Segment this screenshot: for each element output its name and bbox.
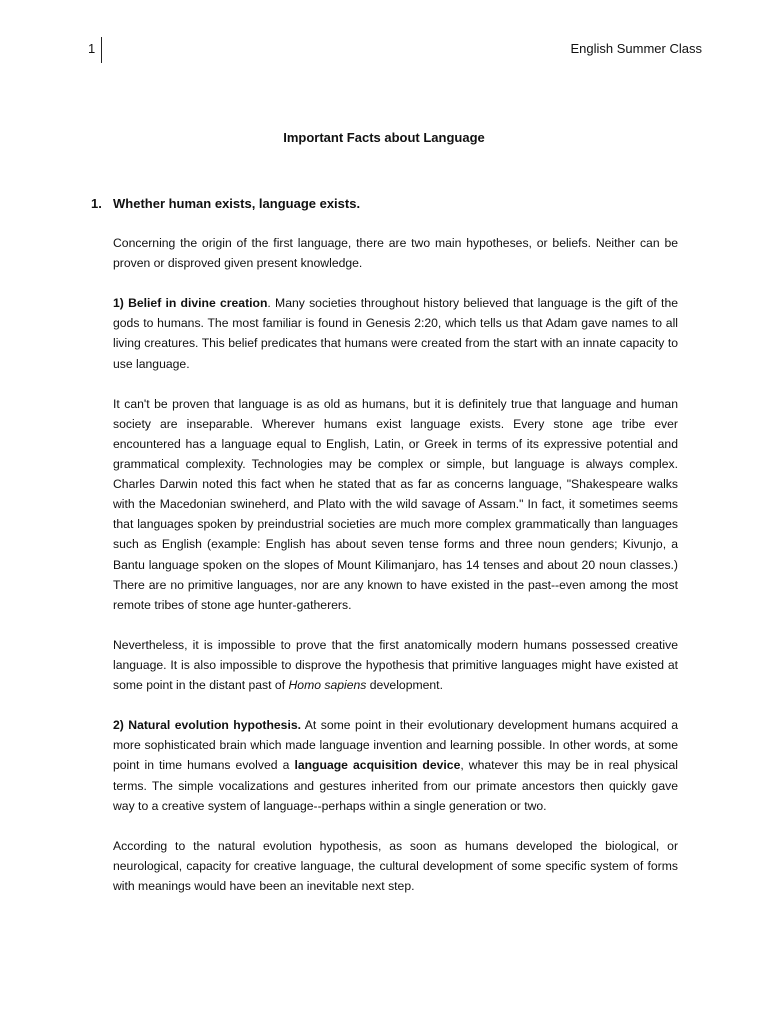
header-course-title: English Summer Class [570,41,702,56]
homo-sapiens-italic: Homo sapiens [288,678,367,693]
paragraph-nevertheless [113,635,678,695]
paragraph-natural-evolution [113,715,678,815]
section-heading-text: Whether human exists, language exists. [113,196,361,211]
paragraph-divine-creation [113,293,678,373]
natural-evolution-label: 2) Natural evolution hypothesis. [113,718,302,733]
section-number: 1. [91,196,102,211]
divine-creation-label: 1) Belief in divine creation [113,296,268,311]
page-number: 1 [88,41,96,56]
header-divider [101,37,102,63]
paragraph-according: According to the natural evolution hypothesis, as soon as humans developed the biological, or neurological, capacity for creative language, the cultural development of some specific system of forms with meanings would have been an inevitable next step. [113,838,678,893]
paragraph-intro: Concerning the origin of the first language, there are two main hypotheses, or beliefs. Neither can be proven or disproved given present knowledge. [113,236,678,271]
paragraph-inseparable: It can't be proven that language is as old as humans, but it is definitely true that language and human society are inseparable. Wherever humans exist language exists. Every stone age tribe ever encountered has a language equal to English, Latin, or Greek in terms of its expressive potential and grammatical complexity. Technologies may be complex or simple, but language is always complex. Charles Darwin noted this fact when he stated that as far as concerns language, "Shakespeare walks with the Macedonian swineherd, and Plato with the wild savage of Assam." In fact, it sometimes seems that languages spoken by preindustrial societies are much more complex grammatically than languages such as English (example: English has about seven tense forms and three noun genders; Kivunjo, a Bantu language spoken on the slopes of Mount Kilimanjaro, has 14 tenses and about 20 noun classes.) There are no primitive languages, nor are any known to have existed in the past--even among the most remote tribes of stone age hunter-gatherers. [113,396,678,612]
body-text [113,233,678,916]
nevertheless-text-b: development. [366,678,443,693]
language-acquisition-device-bold: language acquisition device [294,758,461,773]
natural-evolution-text-b: , whatever this may be in real physical terms. The simple vocalizations and gestures inherited from our primate ancestors then quickly gave way to a creative system of language--perhaps within a single generation or two. [113,758,679,813]
nevertheless-text-a: Nevertheless, it is impossible to prove that the first anatomically modern humans possessed creative language. It is also impossible to disprove the hypothesis that primitive languages might have existed at some point in the distant past of [113,637,678,693]
divine-creation-text: . Many societies throughout history believed that language is the gift of the gods to humans. The most familiar is found in Genesis 2:20, which tells us that Adam gave names to all living creatures. This belief predicates that humans were created from the start with an innate capacity to use language. [113,296,678,371]
natural-evolution-text-a: At some point in their evolutionary development humans acquired a more sophisticated brain which made language invention and learning possible. In other words, at some point in time humans evolved a [113,718,678,773]
section-heading [91,194,681,214]
document-title: Important Facts about Language [283,130,485,145]
